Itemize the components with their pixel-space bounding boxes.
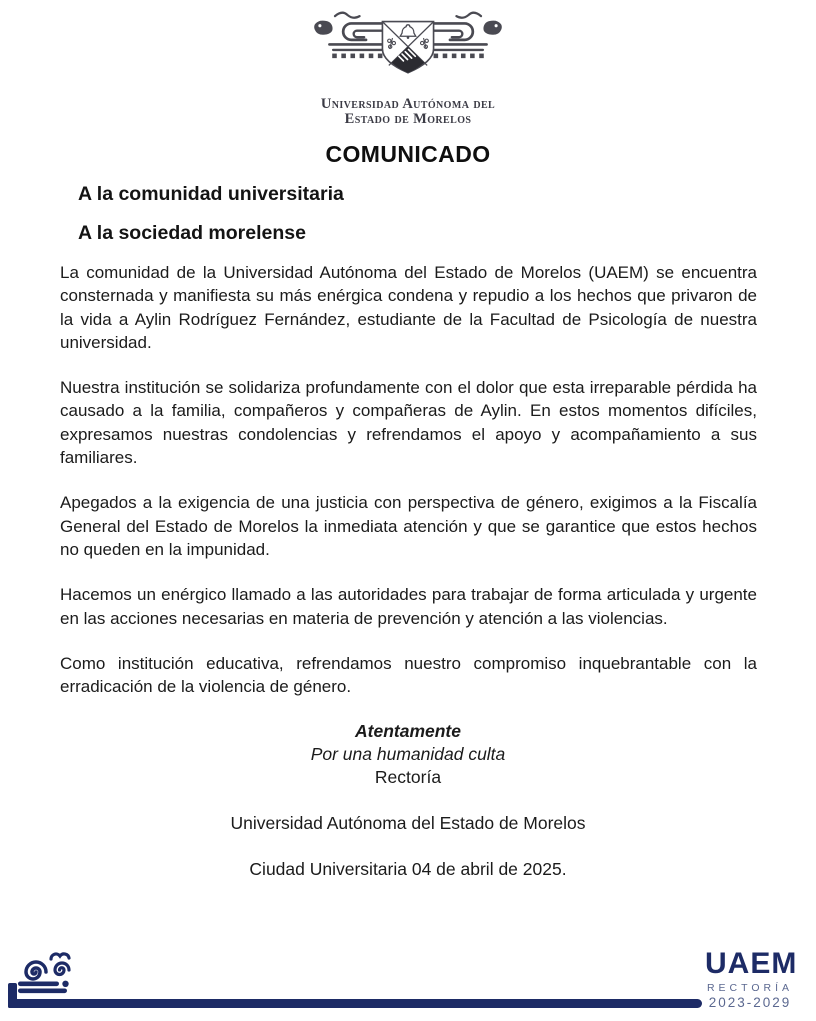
body-paragraph-3: Apegados a la exigencia de una justicia con perspectiva de género, exigimos a la Fiscalía General del Estado de Morelos la inmediata atención y que se garantice que estos hechos no queden en la impunidad. bbox=[60, 493, 757, 559]
document-body bbox=[0, 261, 816, 698]
document-header bbox=[0, 0, 816, 127]
body-paragraph-1: La comunidad de la Universidad Autónoma del Estado de Morelos (UAEM) se encuentra consternada y manifiesta su más enérgica condena y repudio a los hechos que privaron de la vida a Aylin Rodríguez Fernández, estudiante de la Facultad de Psicología de nuestra universidad. bbox=[60, 263, 757, 352]
university-wordmark-line1: Universidad Autónoma del bbox=[320, 96, 496, 112]
university-wordmark bbox=[0, 97, 816, 127]
university-wordmark-line2: Estado de Morelos bbox=[344, 111, 472, 127]
spacer bbox=[0, 835, 816, 858]
signature-institution: Universidad Autónoma del Estado de Morelos bbox=[230, 813, 586, 834]
aztec-scroll-glyph-icon bbox=[13, 944, 79, 996]
salutation-society: A la sociedad morelense bbox=[78, 222, 306, 244]
signature-block bbox=[0, 720, 816, 881]
body-paragraph-5: Como institución educativa, refrendamos nuestro compromiso inquebrantable con la erradicación de la violencia de género. bbox=[60, 653, 757, 697]
page-title: COMUNICADO bbox=[325, 141, 491, 167]
footer-bar bbox=[8, 999, 702, 1008]
footer-brand-logo bbox=[705, 947, 798, 1010]
signature-motto: Por una humanidad culta bbox=[310, 744, 506, 765]
rectoria-label: RECTORÍA bbox=[706, 982, 794, 994]
salutations bbox=[78, 183, 816, 245]
signature-closing: Atentamente bbox=[355, 721, 461, 742]
salutation-community: A la comunidad universitaria bbox=[78, 183, 344, 205]
spacer bbox=[0, 789, 816, 812]
uaem-logo-text: UAEM bbox=[705, 947, 798, 980]
body-paragraph-4: Hacemos un enérgico llamado a las autoridades para trabajar de forma articulada y urgente en las acciones necesarias en materia de prevención y atención a las violencias. bbox=[60, 585, 757, 628]
signature-office: Rectoría bbox=[374, 767, 442, 788]
rectoria-period-label: 2023-2029 bbox=[708, 995, 792, 1010]
body-paragraph-2: Nuestra institución se solidariza profundamente con el dolor que esta irreparable pérdida ha causado a la familia, compañeros y compañeras de Aylin. En estos momentos difíciles, expresamos nuestras condolencias y refrendamos el apoyo y acompañamiento a sus familiares. bbox=[60, 378, 757, 468]
signature-dateline: Ciudad Universitaria 04 de abril de 2025. bbox=[249, 859, 567, 880]
uaem-crest-icon bbox=[305, 7, 511, 91]
